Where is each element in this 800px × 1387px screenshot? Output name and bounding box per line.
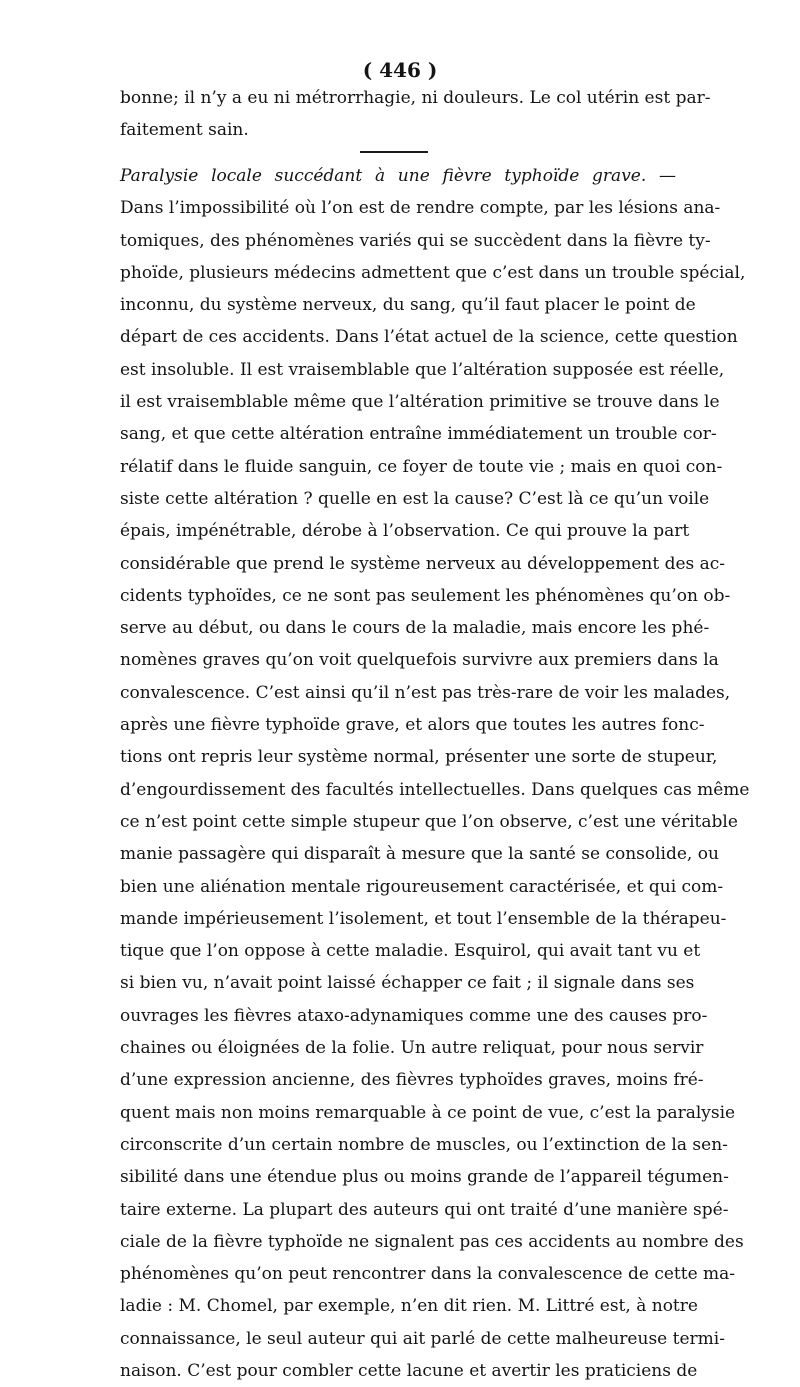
text-line: mande impérieusement l’isolement, et tout l’ensemble de la thérapeu- — [120, 908, 727, 929]
text-line: serve au début, ou dans le cours de la maladie, mais encore les phé- — [120, 618, 710, 639]
text-line: épais, impénétrable, dérobe à l’observation. Ce qui prouve la part — [120, 521, 690, 542]
text-line: rélatif dans le fluide sanguin, ce foyer de toute vie ; mais en quoi con- — [120, 456, 723, 477]
text-line: il est vraisemblable même que l’altération primitive se trouve dans le — [120, 392, 720, 413]
text-line: siste cette altération ? quelle en est la cause? C’est là ce qu’un voile — [120, 488, 710, 509]
section-heading: Paralysie locale succédant à une fièvre typhoïde grave. — — [120, 166, 676, 186]
text-line: est insoluble. Il est vraisemblable que l’altération supposée est réelle, — [120, 359, 725, 380]
text-line: départ de ces accidents. Dans l’état actuel de la science, cette question — [120, 327, 738, 348]
text-line: taire externe. La plupart des auteurs qui ont traité d’une manière spé- — [120, 1199, 729, 1220]
text-line: ciale de la fièvre typhoïde ne signalent pas ces accidents au nombre des — [120, 1231, 744, 1252]
text-line: bien une aliénation mentale rigoureusement caractérisée, et qui com- — [120, 876, 724, 897]
text-line: nomènes graves qu’on voit quelquefois survivre aux premiers dans la — [120, 650, 719, 671]
text-line: manie passagère qui disparaît à mesure que la santé se consolide, ou — [120, 844, 719, 865]
text-line: considérable que prend le système nerveux au développement des ac- — [120, 553, 726, 574]
text-line: phoïde, plusieurs médecins admettent que c’est dans un trouble spécial, — [120, 262, 746, 283]
text-line: après une fièvre typhoïde grave, et alors que toutes les autres fonc- — [120, 715, 705, 736]
text-line: cidents typhoïdes, ce ne sont pas seulement les phénomènes qu’on ob- — [120, 585, 731, 606]
intro-paragraph — [120, 82, 711, 147]
text-line: d’engourdissement des facultés intellectuelles. Dans quelques cas même — [120, 779, 750, 800]
text-line: phénomènes qu’on peut rencontrer dans la convalescence de cette ma- — [120, 1264, 736, 1285]
text-line: tomiques, des phénomènes variés qui se succèdent dans la fièvre ty- — [120, 230, 711, 251]
text-line: quent mais non moins remarquable à ce point de vue, c’est la paralysie — [120, 1102, 736, 1123]
text-line: bonne; il n’y a eu ni métrorrhagie, ni douleurs. Le col utérin est par- — [120, 88, 711, 108]
text-line: faitement sain. — [120, 120, 249, 141]
text-line: circonscrite d’un certain nombre de muscles, ou l’extinction de la sen- — [120, 1134, 728, 1155]
text-line: convalescence. C’est ainsi qu’il n’est pas très-rare de voir les malades, — [120, 682, 731, 703]
text-line: tique que l’on oppose à cette maladie. Esquirol, qui avait tant vu et — [120, 941, 701, 962]
text-line: tions ont repris leur système normal, présenter une sorte de stupeur, — [120, 747, 718, 768]
section-lines — [120, 192, 750, 1387]
text-line: inconnu, du système nerveux, du sang, qu’il faut placer le point de — [120, 295, 696, 316]
text-line: sibilité dans une étendue plus ou moins grande de l’appareil tégumen- — [120, 1167, 729, 1188]
text-line: d’une expression ancienne, des fièvres typhoïdes graves, moins fré- — [120, 1070, 704, 1091]
section-paragraph — [120, 150, 750, 1387]
text-line: si bien vu, n’avait point laissé échapper ce fait ; il signale dans ses — [120, 973, 695, 994]
text-line: ladie : M. Chomel, par exemple, n’en dit rien. M. Littré est, à notre — [120, 1296, 698, 1317]
text-line: connaissance, le seul auteur qui ait parlé de cette malheureuse termi- — [120, 1328, 725, 1349]
text-line: naison. C’est pour combler cette lacune et avertir les praticiens de — [120, 1360, 698, 1381]
text-line: chaines ou éloignées de la folie. Un autre reliquat, pour nous servir — [120, 1038, 704, 1059]
text-line: sang, et que cette altération entraîne immédiatement un trouble cor- — [120, 424, 717, 445]
text-line: ce n’est point cette simple stupeur que l’on observe, c’est une véritable — [120, 811, 738, 832]
page-number: ( 446 ) — [362, 58, 438, 82]
text-line: ouvrages les fièvres ataxo-adynamiques comme une des causes pro- — [120, 1005, 708, 1026]
text-line: Dans l’impossibilité où l’on est de rendre compte, par les lésions ana- — [120, 198, 721, 219]
